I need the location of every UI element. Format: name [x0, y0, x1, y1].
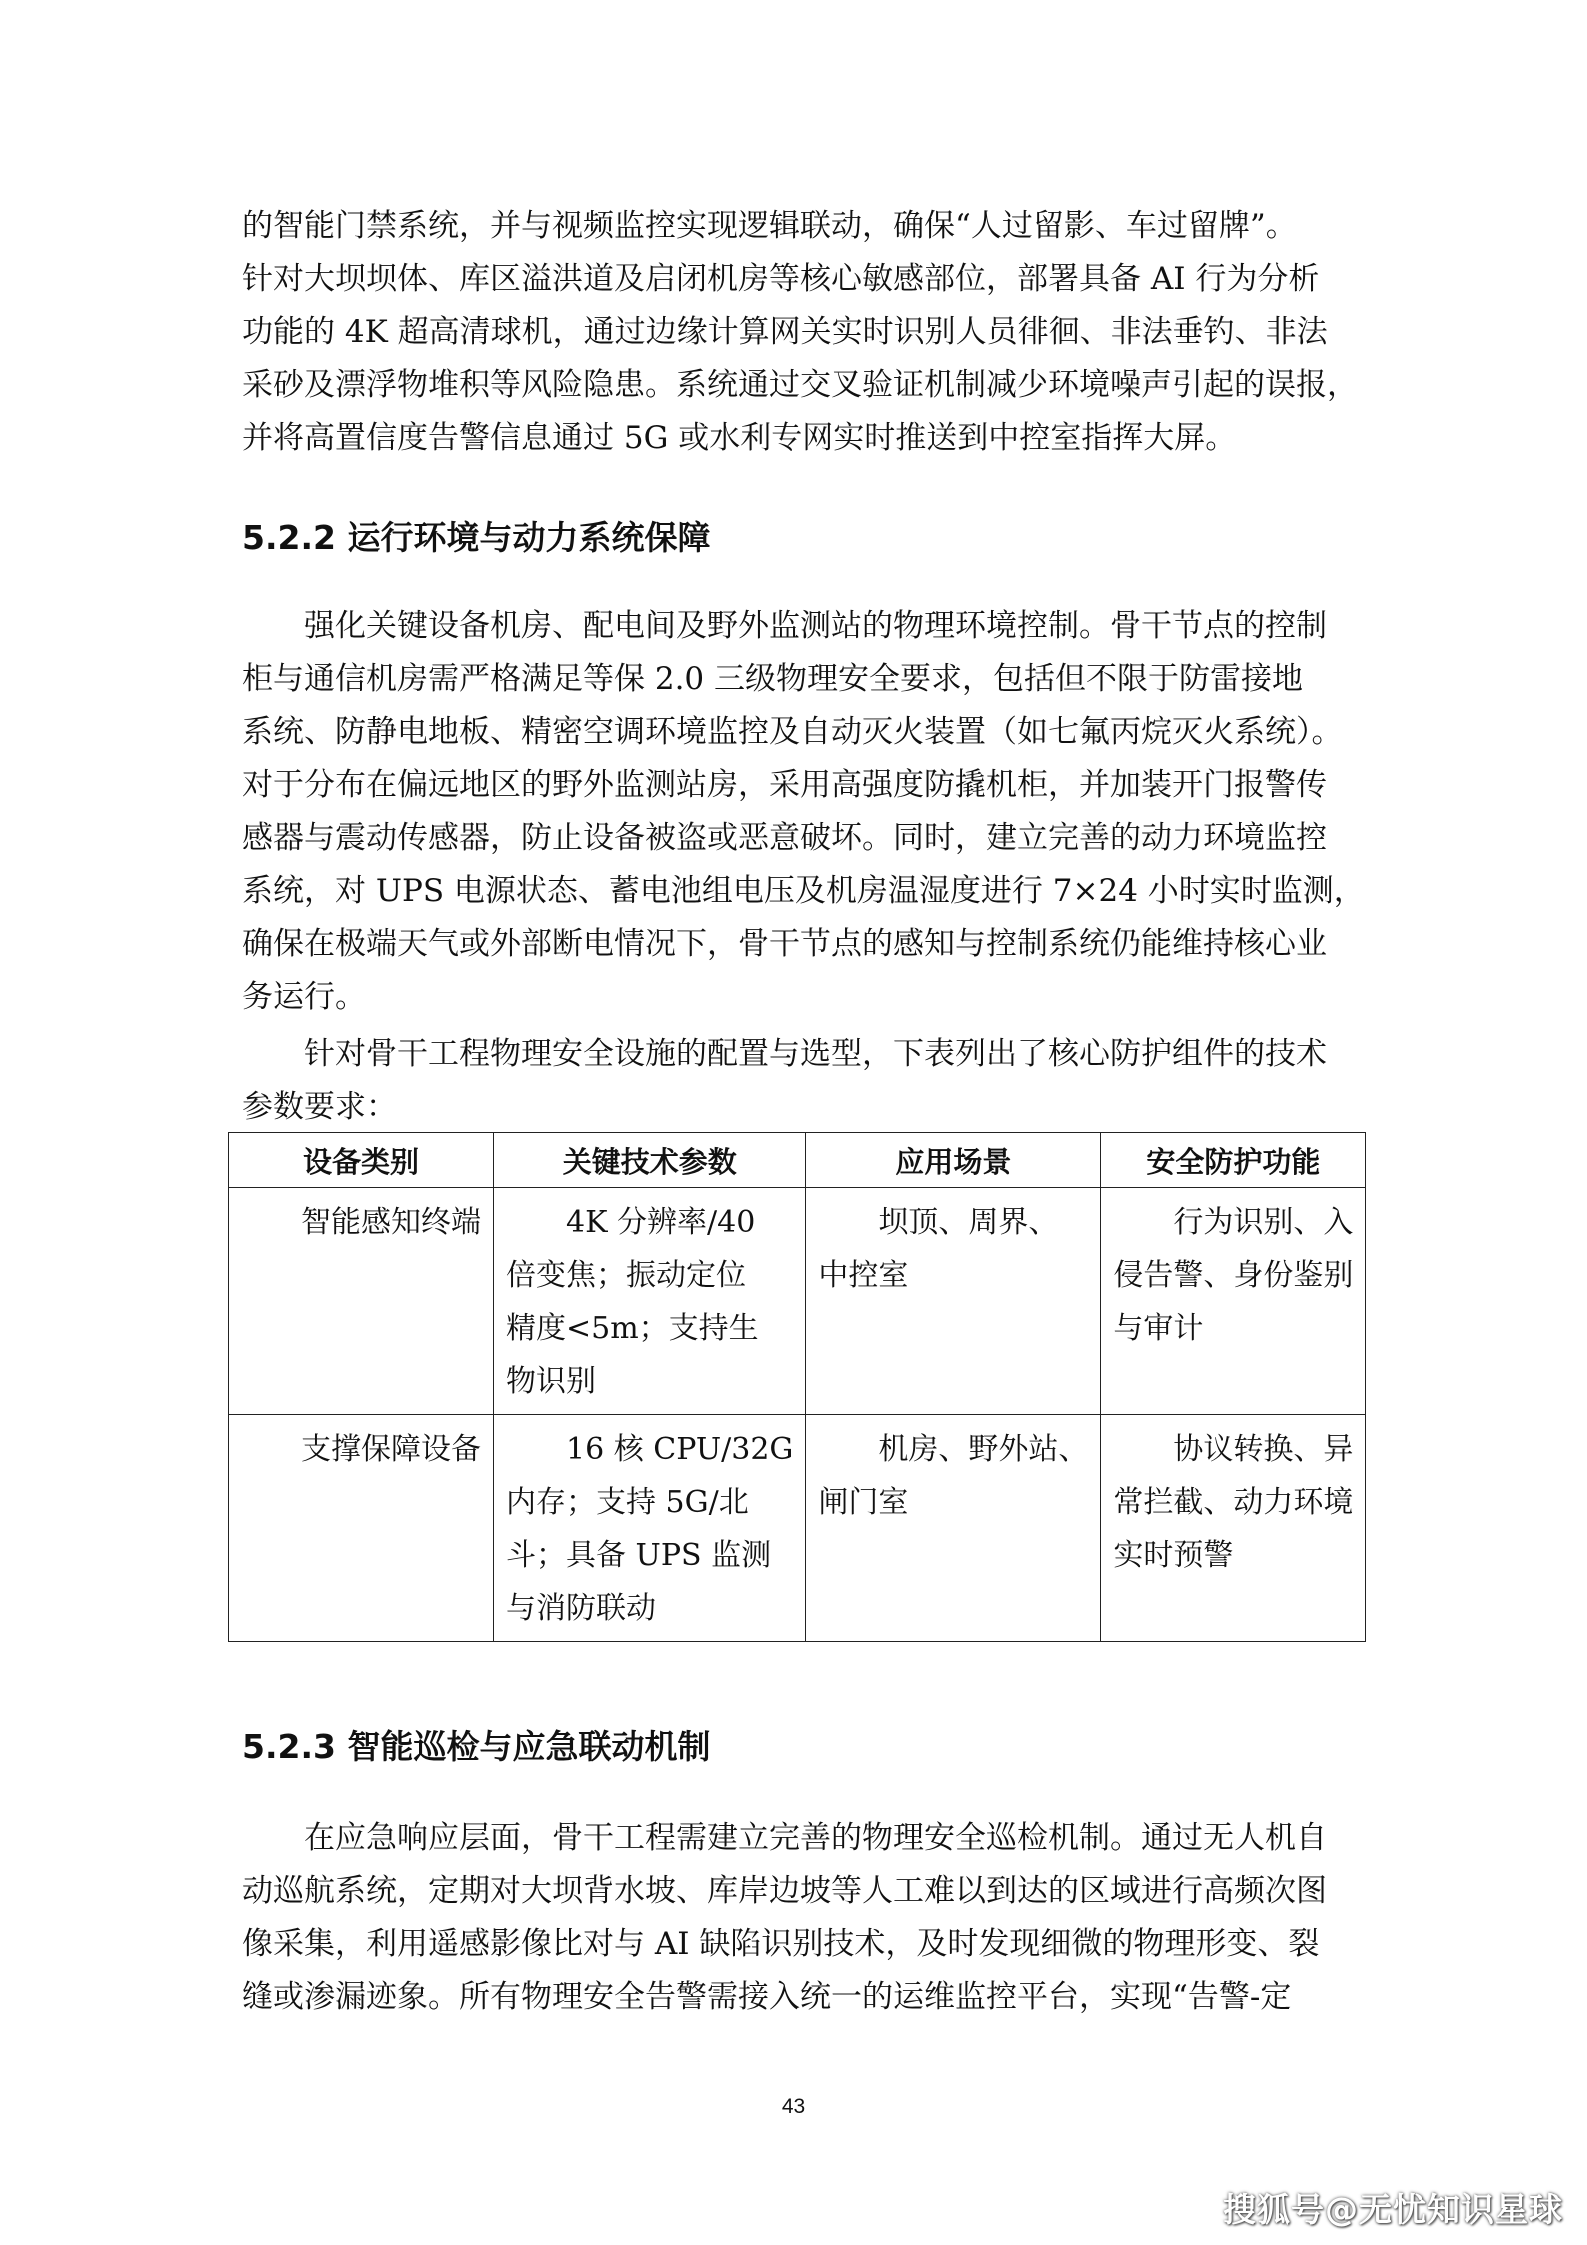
cell-line: 倍变焦；振动定位	[506, 1258, 746, 1293]
page-number: 43	[781, 2095, 806, 2118]
text-line: 采砂及漂浮物堆积等风险隐患。系统通过交叉验证机制减少环境噪声引起的误报，	[242, 367, 1358, 403]
paragraph-environment	[242, 600, 1365, 1024]
cell-line: 物识别	[506, 1364, 596, 1399]
cell-line: 与消防联动	[506, 1591, 656, 1626]
text-line: 对于分布在偏远地区的野外监测站房，采用高强度防撬机柜，并加装开门报警传	[242, 767, 1327, 803]
text-line: 柜与通信机房需严格满足等保 2.0 三级物理安全要求，包括但不限于防雷接地	[242, 661, 1304, 697]
text-line: 系统、防静电地板、精密空调环境监控及自动灭火装置（如七氟丙烷灭火系统）。	[242, 714, 1343, 750]
table-cell-params	[494, 1188, 806, 1415]
table-cell-category	[229, 1188, 494, 1415]
text-line: 动巡航系统，定期对大坝背水坡、库岸边坡等人工难以到达的区域进行高频次图	[242, 1873, 1327, 1909]
section-heading-5-2-2: 5.2.2 运行环境与动力系统保障	[242, 518, 711, 557]
cell-line: 闸门室	[818, 1485, 909, 1520]
text-line: 参数要求：	[242, 1089, 397, 1125]
cell-line: 常拦截、动力环境	[1113, 1485, 1354, 1520]
text-line: 并将高置信度告警信息通过 5G 或水利专网实时推送到中控室指挥大屏。	[242, 420, 1237, 456]
paragraph-intro	[242, 200, 1360, 465]
cell-line: 16 核 CPU/32G	[506, 1432, 794, 1467]
column-header: 应用场景	[806, 1133, 1101, 1188]
table-header-row	[229, 1133, 1366, 1188]
text-line: 像采集，利用遥感影像比对与 AI 缺陷识别技术，及时发现细微的物理形变、裂	[242, 1926, 1320, 1962]
column-header: 关键技术参数	[494, 1133, 806, 1188]
paragraph-table-intro	[242, 1028, 1360, 1134]
table-cell-function	[1101, 1188, 1366, 1415]
cell-line: 支撑保障设备	[241, 1432, 481, 1467]
cell-line: 与审计	[1113, 1311, 1204, 1346]
column-header: 安全防护功能	[1101, 1133, 1366, 1188]
text-line: 缝或渗漏迹象。所有物理安全告警需接入统一的运维监控平台，实现“告警-定	[242, 1979, 1292, 2015]
text-line: 确保在极端天气或外部断电情况下，骨干节点的感知与控制系统仍能维持核心业	[242, 926, 1327, 962]
text-line: 针对骨干工程物理安全设施的配置与选型，下表列出了核心防护组件的技术	[242, 1036, 1327, 1072]
table-row	[229, 1415, 1366, 1642]
table-cell-scene	[806, 1188, 1101, 1415]
cell-line: 实时预警	[1113, 1538, 1234, 1573]
cell-line: 4K 分辨率/40	[506, 1205, 756, 1240]
section-heading-5-2-3: 5.2.3 智能巡检与应急联动机制	[242, 1727, 711, 1766]
column-header: 设备类别	[229, 1133, 494, 1188]
cell-line: 中控室	[818, 1258, 909, 1293]
cell-line: 协议转换、异	[1113, 1432, 1354, 1467]
paragraph-inspection	[242, 1812, 1360, 2024]
watermark-text: 搜狐号@无忧知识星球	[1223, 2190, 1563, 2229]
text-line: 务运行。	[242, 979, 366, 1015]
table-cell-scene	[806, 1415, 1101, 1642]
text-line: 系统，对 UPS 电源状态、蓄电池组电压及机房温湿度进行 7×24 小时实时监测，	[242, 873, 1365, 909]
text-line: 针对大坝坝体、库区溢洪道及启闭机房等核心敏感部位，部署具备 AI 行为分析	[242, 261, 1320, 297]
cell-line: 侵告警、身份鉴别	[1113, 1258, 1354, 1293]
cell-line: 内存；支持 5G/北	[506, 1485, 749, 1520]
cell-line: 斗；具备 UPS 监测	[506, 1538, 772, 1573]
text-line: 感器与震动传感器，防止设备被盗或恶意破坏。同时，建立完善的动力环境监控	[242, 820, 1327, 856]
table-cell-category	[229, 1415, 494, 1642]
text-line: 功能的 4K 超高清球机，通过边缘计算网关实时识别人员徘徊、非法垂钓、非法	[242, 314, 1328, 350]
cell-line: 智能感知终端	[241, 1205, 481, 1240]
table-row	[229, 1188, 1366, 1415]
text-line: 在应急响应层面，骨干工程需建立完善的物理安全巡检机制。通过无人机自	[242, 1820, 1327, 1856]
cell-line: 精度<5m；支持生	[506, 1311, 759, 1346]
cell-line: 机房、野外站、	[818, 1432, 1089, 1467]
table-cell-params	[494, 1415, 806, 1642]
cell-line: 行为识别、入	[1113, 1205, 1354, 1240]
spec-table	[228, 1132, 1366, 1642]
table-cell-function	[1101, 1415, 1366, 1642]
cell-line: 坝顶、周界、	[818, 1205, 1059, 1240]
text-line: 的智能门禁系统，并与视频监控实现逻辑联动，确保“人过留影、车过留牌”。	[242, 208, 1297, 244]
text-line: 强化关键设备机房、配电间及野外监测站的物理环境控制。骨干节点的控制	[242, 608, 1327, 644]
